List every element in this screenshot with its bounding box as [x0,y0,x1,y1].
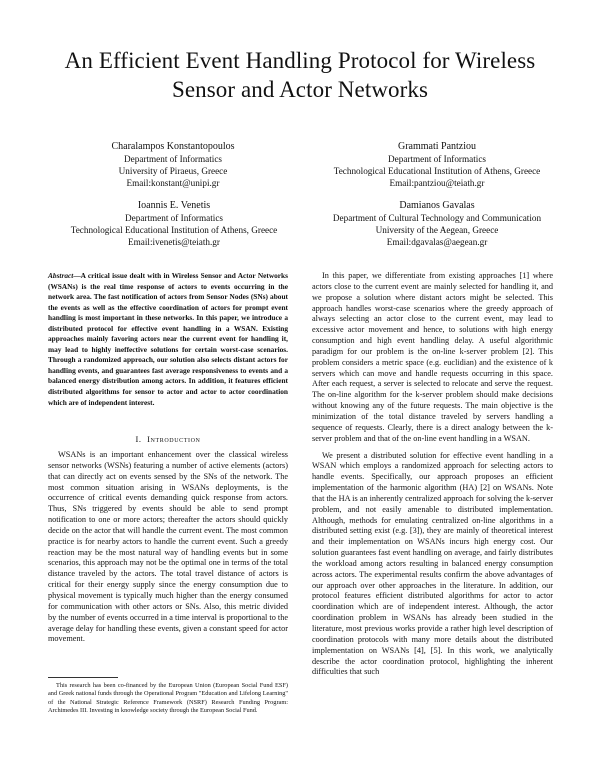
author-department: Department of Informatics [125,213,223,223]
author-email: Email:ivenetis@teiath.gr [128,237,220,248]
author-institution: University of Piraeus, Greece [118,166,228,177]
author-email: Email:pantziou@teiath.gr [389,178,485,189]
paper-title [40,46,560,104]
author-block [58,140,288,190]
footnote [48,682,288,716]
left-column-body [48,450,288,645]
right-column-body [312,271,553,678]
author-email: Email:dgavalas@aegean.gr [386,237,488,248]
title-line-1: An Efficient Event Handling Protocol for Wireless [64,48,536,73]
author-department: Department of Informatics [124,154,222,164]
author-block [302,199,572,249]
author-institution: Technological Educational Institution of Athens, Greece [70,225,278,236]
author-department: Department of Cultural Technology and Communication [332,213,542,223]
paragraph: WSANs is an important enhancement over the classical wireless sensor networks (WSNs) featuring a number of active elements (actors) that can directly act on events sensed by the SNs of the network. The most common situation arising in WSANs deployments, is the occurrence of critical events demanding quick response from actors. Thus, SNs triggered by events should be able to send prompt notification to one or more actors; thereafter the actors should quickly decide on the actor that will handle the current event. The most common practice is for nearby actors to handle the current event. Such a greedy reaction may be the most natural way of handling events but in some scenarios, this approach may not be the optimal one in terms of the total distance traveled by the actors. The total travel distance of actors is critical for their energy supply since the energy consumption due to physical movement is typically much higher than the energy consumed for communication with other actors or SNs. Also, this metric divided by the number of events occurred in a time interval is proportional to the average delay for handling these events, given a constant speed for actor movement. [48,450,288,644]
author-institution: Technological Educational Institution of Athens, Greece [333,166,541,177]
section-title: Introduction [147,434,201,444]
abstract [48,271,288,408]
author-name: Charalampos Konstantopoulos [111,141,235,152]
paragraph: In this paper, we differentiate from existing approaches [1] where actors close to the current event are mainly selected for handling it, and we propose a solution where distant actors might be selected. This approach handles worst-case scenarios where the greedy approach of always selecting an actor close to the current event, may lead to excessive actor movement and hence, to solutions with high energy consumption and high event handling delay. A useful algorithmic paradigm for our problem is the on-line k-server problem [2]. This problem considers a metric space (e.g. euclidian) and the existence of k servers which can move and handle requests occurring in this space. After each request, a server is selected to relocate and serve the request. The on-line algorithm for the k-server problem should make decisions without knowing any of the future requests. The main objective is the minimization of the total distance traveled by servers handling a sequence of requests. Clearly, there is a direct analogy between the k-server problem and that of the on-line event handling in a WSAN. [312,271,553,443]
author-block [302,140,572,190]
author-block [40,199,308,249]
abstract-text: —A critical issue dealt with in Wireless Sensor and Actor Networks (WSANs) is the real time response of actors to events occurring in the network area. The fast notification of actors from Sensor Nodes (SNs) about the events as well as the effective coordination of actors for prompt event handling is most important in these networks. In this paper, we introduce a distributed protocol for effective event handling in a WSAN. Existing approaches mainly favoring actors near the current event for handling it, may lead to highly ineffective solutions for certain worst-case scenarios. Through a randomized approach, our solution also selects distant actors for handling events, and guarantees fast average responsiveness to events and a balanced energy distribution among actors. In addition, it features efficient distributed algorithms for sensor to actor and actor to actor coordination which are of independent interest. [48,271,288,407]
section-number: I. [135,434,142,444]
title-line-2: Sensor and Actor Networks [171,77,429,102]
author-name: Ioannis E. Venetis [137,200,211,211]
paragraph: We present a distributed solution for effective event handling in a WSAN which employs a randomized approach for selecting actors to handle events. Specifically, our approach proposes an efficient implementation of the harmonic algorithm (HA) [2] on WSANs. Note that the HA is an inherently centralized approach for solving the k-server problem, and not easily amenable to distributed implementation. Although, methods for emulating centralized on-line algorithms in a distributed setting exist (e.g. [3]), they are mainly of theoretical interest and their implementation on WSANs incurs high energy cost. Our solution guarantees fast event handling on average, and fairly distributes the workload among actors resulting in balanced energy consumption across actors. The experimental results confirm the above advantages of our approach over other approaches in the literature. In addition, our protocol features efficient distributed algorithms for actor to actor coordination which are of independent interest. Although, the actor coordination problem in WSANs has already been studied in the literature, most previous works provide a rather high level description of coordination protocols with many more details about the distributed implementation on WSANs [4], [5]. In this work, we analytically describe the actor coordination protocol, highlighting the inherent difficulties that such [312,450,553,677]
footnote-text: This research has been co-financed by the European Union (European Social Fund ESF) and Greek national funds through the Operational Program "Education and Lifelong Learning" of the National Strategic Reference Framework (NSRF) Research Funding Program: Archimedes III. Investing in knowledge society through the European Social Fund. [48,682,288,715]
author-email: Email:konstant@unipi.gr [126,178,220,189]
section-heading [48,434,288,444]
author-department: Department of Informatics [388,154,486,164]
author-name: Grammati Pantziou [397,141,477,152]
footnote-rule [48,677,118,678]
author-name: Damianos Gavalas [399,200,475,211]
abstract-label: Abstract [48,271,74,280]
author-institution: University of the Aegean, Greece [375,225,499,236]
